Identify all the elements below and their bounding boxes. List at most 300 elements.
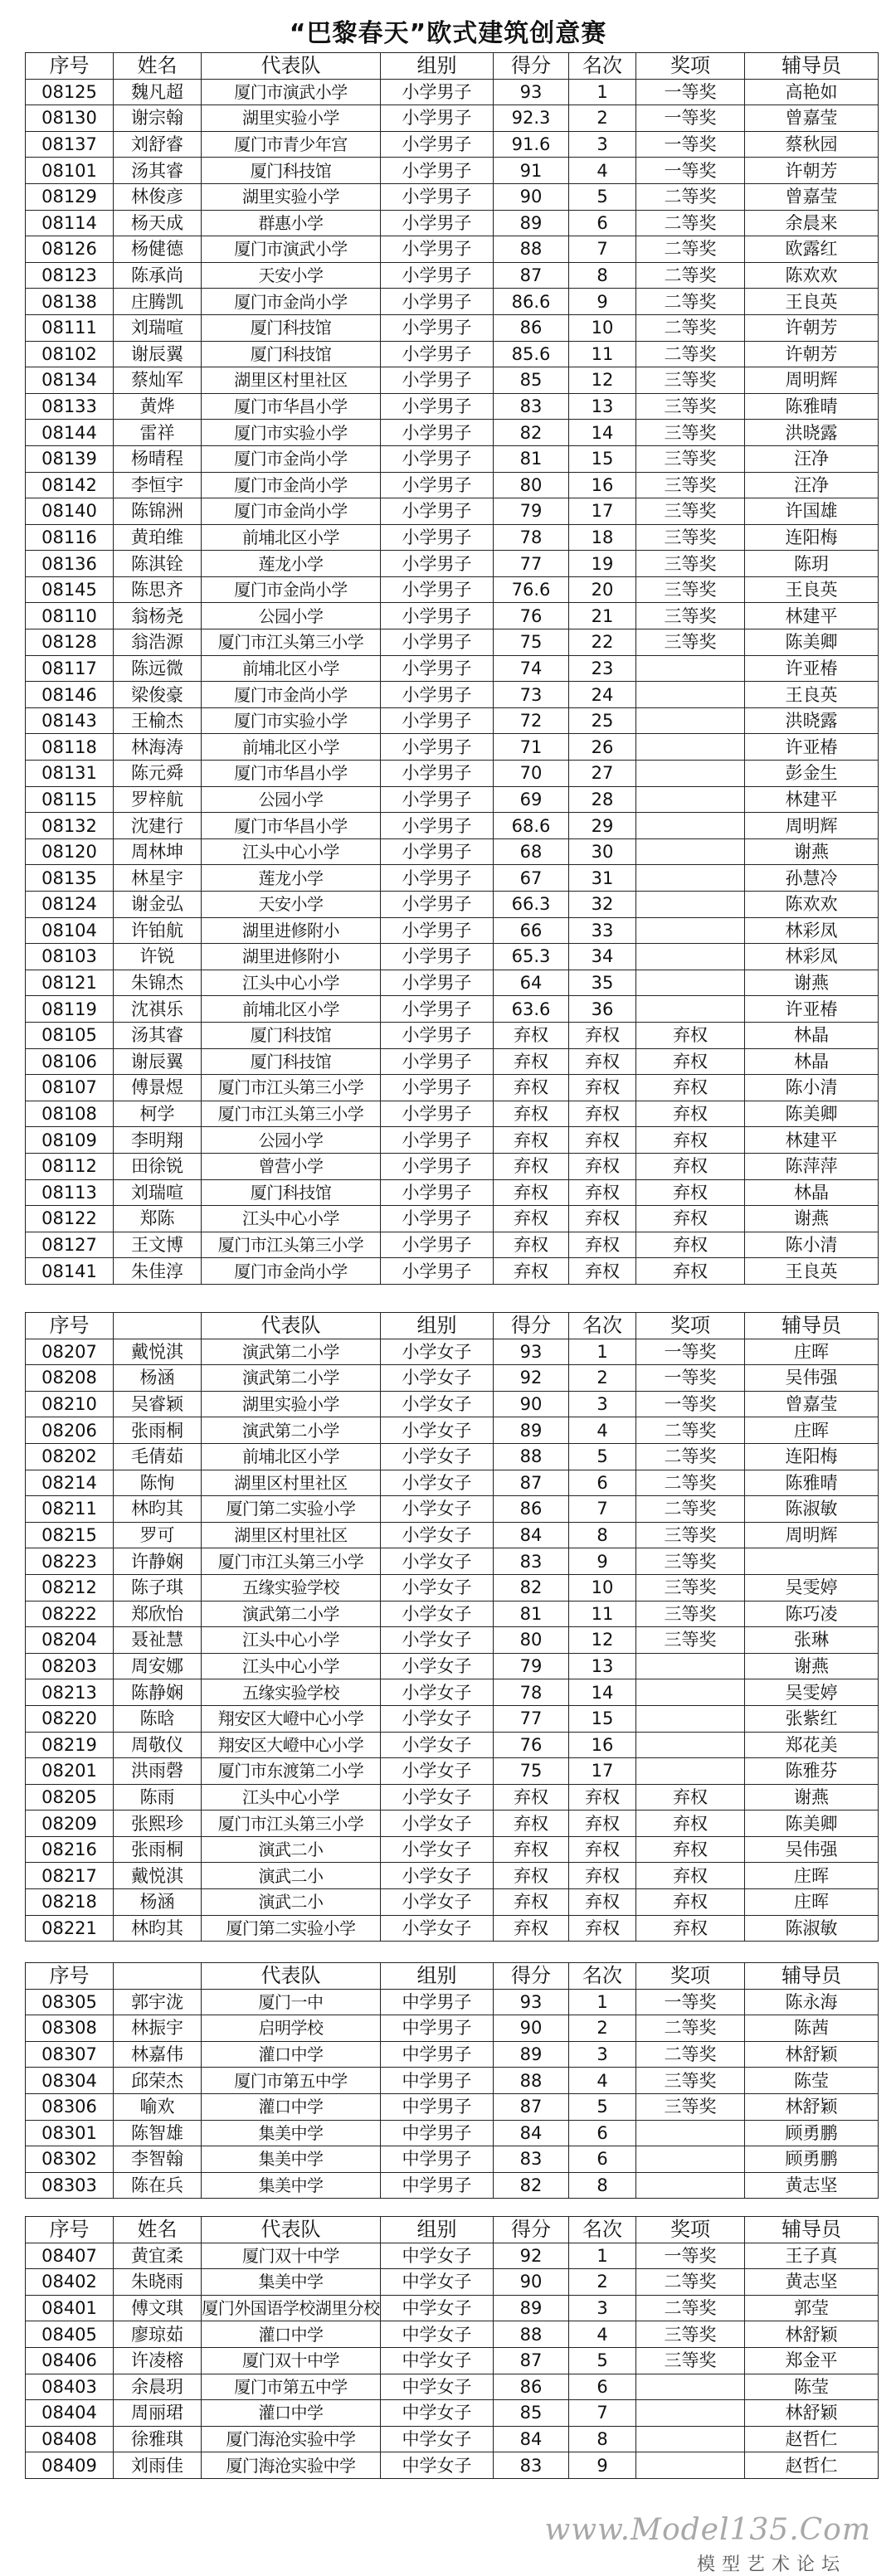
table-cell: 弃权 <box>569 1206 636 1232</box>
table-cell: 3 <box>569 2041 636 2068</box>
table-cell: 小学男子 <box>381 813 494 839</box>
table-row <box>26 838 879 865</box>
table-cell: 三等奖 <box>636 445 745 472</box>
table-cell: 厦门市华昌小学 <box>202 393 381 420</box>
table-cell: 弃权 <box>494 1075 569 1101</box>
table-cell <box>636 655 745 682</box>
table-row <box>26 2426 879 2452</box>
table-cell: 五缘实验学校 <box>202 1679 381 1706</box>
table-cell: 76 <box>494 1732 569 1758</box>
table-cell: 90 <box>494 1391 569 1417</box>
table-cell: 13 <box>569 393 636 420</box>
table-cell: 小学女子 <box>381 1391 494 1417</box>
column-header: 辅导员 <box>745 1963 879 1990</box>
table-cell: 三等奖 <box>636 2321 745 2348</box>
column-header: 代表队 <box>202 2217 381 2243</box>
table-cell: 演武第二小学 <box>202 1365 381 1392</box>
table-cell: 灌口中学 <box>202 2400 381 2427</box>
table-cell: 4 <box>569 1417 636 1444</box>
table-cell: 08116 <box>26 524 114 551</box>
table-cell: 1 <box>569 2243 636 2269</box>
table-cell <box>636 2426 745 2452</box>
table-cell: 中学女子 <box>381 2243 494 2269</box>
table-cell: 王文博 <box>114 1232 202 1258</box>
table-cell: 许亚椿 <box>745 734 879 761</box>
table-row <box>26 1574 879 1601</box>
table-cell: 08136 <box>26 551 114 577</box>
table-row <box>26 1863 879 1889</box>
table-row <box>26 262 879 289</box>
table-cell: 小学男子 <box>381 105 494 132</box>
table-row <box>26 1705 879 1732</box>
column-header: 组别 <box>381 1313 494 1339</box>
table-header-row <box>26 1313 879 1339</box>
table-cell: 2 <box>569 2269 636 2296</box>
table-cell: 小学男子 <box>381 892 494 918</box>
table-cell: 33 <box>569 917 636 944</box>
table-cell: 三等奖 <box>636 1601 745 1627</box>
table-row <box>26 734 879 761</box>
table-cell: 二等奖 <box>636 1417 745 1444</box>
table-cell: 08128 <box>26 629 114 656</box>
table-row <box>26 2172 879 2199</box>
table-cell: 傅文琪 <box>114 2295 202 2321</box>
table-cell: 二等奖 <box>636 2269 745 2296</box>
table-cell: 91.6 <box>494 131 569 158</box>
table-cell: 弃权 <box>494 1022 569 1048</box>
table-cell: 08111 <box>26 314 114 341</box>
table-cell: 陈锦洲 <box>114 498 202 525</box>
table-cell: 10 <box>569 1574 636 1601</box>
table-cell: 林建平 <box>745 1127 879 1154</box>
table-cell: 许国雄 <box>745 498 879 525</box>
table-cell: 弃权 <box>636 1810 745 1837</box>
table-cell: 汤其睿 <box>114 1022 202 1048</box>
table-cell: 小学男子 <box>381 420 494 446</box>
table-cell: 5 <box>569 2093 636 2120</box>
table-cell: 顾勇鹏 <box>745 2120 879 2146</box>
table-cell <box>636 682 745 708</box>
table-cell: 弃权 <box>636 1915 745 1942</box>
table-cell: 76.6 <box>494 576 569 603</box>
table-cell: 厦门外国语学校湖里分校 <box>202 2295 381 2321</box>
table-cell: 朱锦杰 <box>114 970 202 996</box>
table-cell: 顾勇鹏 <box>745 2146 879 2173</box>
table-cell: 08211 <box>26 1496 114 1523</box>
table-row <box>26 1258 879 1285</box>
table-cell: 6 <box>569 2146 636 2173</box>
table-cell: 28 <box>569 786 636 813</box>
table-cell: 08102 <box>26 341 114 367</box>
table-cell: 小学男子 <box>381 707 494 734</box>
table-row <box>26 524 879 551</box>
table-cell: 弃权 <box>569 1232 636 1258</box>
table-cell: 前埔北区小学 <box>202 734 381 761</box>
table-cell: 75 <box>494 1758 569 1785</box>
table-cell: 小学男子 <box>381 341 494 367</box>
table-cell: 周明辉 <box>745 813 879 839</box>
table-cell: 08139 <box>26 445 114 472</box>
table-cell <box>636 917 745 944</box>
table-cell <box>636 1653 745 1679</box>
table-cell: 86 <box>494 1496 569 1523</box>
table-cell: 6 <box>569 210 636 236</box>
table-cell: 五缘实验学校 <box>202 1574 381 1601</box>
table-cell: 陈美卿 <box>745 1101 879 1127</box>
table-cell: 08409 <box>26 2452 114 2479</box>
table-cell: 二等奖 <box>636 183 745 210</box>
table-cell: 小学男子 <box>381 158 494 184</box>
table-row <box>26 1417 879 1444</box>
table-cell: 吴睿颖 <box>114 1391 202 1417</box>
table-row <box>26 1915 879 1942</box>
table-cell: 周安娜 <box>114 1653 202 1679</box>
table-cell: 余晨来 <box>745 210 879 236</box>
table-cell: 小学男子 <box>381 393 494 420</box>
table-cell: 08118 <box>26 734 114 761</box>
table-cell: 小学男子 <box>381 1075 494 1101</box>
table-cell: 彭金生 <box>745 761 879 787</box>
table-cell: 弃权 <box>636 1863 745 1889</box>
table-cell: 小学女子 <box>381 1417 494 1444</box>
table-cell: 湖里实验小学 <box>202 183 381 210</box>
table-cell: 厦门科技馆 <box>202 1179 381 1206</box>
table-cell <box>636 865 745 892</box>
table-cell: 31 <box>569 865 636 892</box>
table-row <box>26 314 879 341</box>
table-cell: 厦门市金尚小学 <box>202 445 381 472</box>
table-cell: 弃权 <box>494 1889 569 1916</box>
table-cell: 小学女子 <box>381 1627 494 1654</box>
table-cell: 江头中心小学 <box>202 1627 381 1654</box>
table-cell: 许朝芳 <box>745 341 879 367</box>
table-cell: 5 <box>569 2347 636 2374</box>
column-header: 名次 <box>569 1963 636 1990</box>
table-cell: 林晶 <box>745 1048 879 1075</box>
table-cell: 厦门双十中学 <box>202 2347 381 2374</box>
table-cell: 郑金平 <box>745 2347 879 2374</box>
table-row <box>26 1810 879 1837</box>
table-cell: 陈雅晴 <box>745 393 879 420</box>
table-cell: 周丽珺 <box>114 2400 202 2427</box>
table-cell: 二等奖 <box>636 289 745 315</box>
table-cell: 85 <box>494 2400 569 2427</box>
table-cell: 08134 <box>26 367 114 394</box>
table-cell: 周敬仪 <box>114 1732 202 1758</box>
table-cell: 厦门市金尚小学 <box>202 576 381 603</box>
table-cell: 小学男子 <box>381 367 494 394</box>
table-cell: 08115 <box>26 786 114 813</box>
column-header: 得分 <box>494 1963 569 1990</box>
table-cell: 86 <box>494 314 569 341</box>
table-cell: 厦门科技馆 <box>202 1048 381 1075</box>
table-cell: 82 <box>494 1574 569 1601</box>
table-cell: 15 <box>569 1705 636 1732</box>
table-cell: 厦门市江头第三小学 <box>202 1810 381 1837</box>
table-row <box>26 1496 879 1523</box>
table-cell: 戴悦淇 <box>114 1863 202 1889</box>
table-cell: 08131 <box>26 761 114 787</box>
table-row <box>26 131 879 158</box>
table-cell: 小学男子 <box>381 1048 494 1075</box>
table-cell: 林俊彦 <box>114 183 202 210</box>
table-cell: 79 <box>494 1653 569 1679</box>
table-cell: 三等奖 <box>636 2068 745 2094</box>
table-cell: 08117 <box>26 655 114 682</box>
table-cell: 启明学校 <box>202 2015 381 2042</box>
table-cell: 湖里区村里社区 <box>202 367 381 394</box>
table-row <box>26 2120 879 2146</box>
table-cell: 林晶 <box>745 1179 879 1206</box>
table-cell: 陈思齐 <box>114 576 202 603</box>
table-row <box>26 892 879 918</box>
table-cell: 厦门市第五中学 <box>202 2068 381 2094</box>
table-cell: 75 <box>494 629 569 656</box>
table-cell: 小学女子 <box>381 1889 494 1916</box>
table-cell: 弃权 <box>636 1075 745 1101</box>
table-cell: 30 <box>569 838 636 865</box>
table-row <box>26 183 879 210</box>
table-cell: 08105 <box>26 1022 114 1048</box>
table-cell: 公园小学 <box>202 786 381 813</box>
table-cell: 08133 <box>26 393 114 420</box>
table-row <box>26 498 879 525</box>
table-row <box>26 1470 879 1496</box>
table-cell: 杨涵 <box>114 1889 202 1916</box>
table-cell <box>636 786 745 813</box>
table-cell: 谢辰翼 <box>114 1048 202 1075</box>
table-cell: 08112 <box>26 1153 114 1179</box>
table-cell <box>636 2400 745 2427</box>
table-cell: 湖里实验小学 <box>202 1391 381 1417</box>
table-cell: 林嘉伟 <box>114 2041 202 2068</box>
table-cell: 80 <box>494 1627 569 1654</box>
table-cell: 二等奖 <box>636 1470 745 1496</box>
table-cell: 徐雅琪 <box>114 2426 202 2452</box>
table-cell: 江头中心小学 <box>202 1784 381 1810</box>
table-cell: 集美中学 <box>202 2172 381 2199</box>
table-cell: 6 <box>569 1470 636 1496</box>
table-cell: 一等奖 <box>636 131 745 158</box>
table-cell: 三等奖 <box>636 603 745 629</box>
table-cell: 小学男子 <box>381 524 494 551</box>
table-cell: 08306 <box>26 2093 114 2120</box>
table-row <box>26 2452 879 2479</box>
table-header-row <box>26 2217 879 2243</box>
table-cell: 弃权 <box>569 1179 636 1206</box>
table-cell: 65.3 <box>494 944 569 970</box>
table-cell: 11 <box>569 341 636 367</box>
table-cell: 演武二小 <box>202 1836 381 1863</box>
table-cell: 84 <box>494 1522 569 1548</box>
table-cell: 小学男子 <box>381 1179 494 1206</box>
table-cell: 弃权 <box>636 1179 745 1206</box>
table-cell: 罗梓航 <box>114 786 202 813</box>
table-cell: 三等奖 <box>636 1522 745 1548</box>
table-cell: 陈远微 <box>114 655 202 682</box>
table-cell: 洪晓露 <box>745 707 879 734</box>
table-cell: 弃权 <box>636 1022 745 1048</box>
table-cell: 4 <box>569 2321 636 2348</box>
table-cell: 08215 <box>26 1522 114 1548</box>
table-cell: 林振宇 <box>114 2015 202 2042</box>
table-cell: 08101 <box>26 158 114 184</box>
table-cell: 小学男子 <box>381 1258 494 1285</box>
table-cell: 厦门科技馆 <box>202 158 381 184</box>
table-cell: 弃权 <box>636 1153 745 1179</box>
table-cell: 演武二小 <box>202 1889 381 1916</box>
table-cell: 厦门科技馆 <box>202 1022 381 1048</box>
table-row <box>26 1548 879 1575</box>
table-cell: 08113 <box>26 1179 114 1206</box>
table-cell: 三等奖 <box>636 472 745 498</box>
table-row <box>26 1391 879 1417</box>
table-cell: 弃权 <box>569 1784 636 1810</box>
column-header <box>114 1313 202 1339</box>
table-row <box>26 603 879 629</box>
table-cell: 08201 <box>26 1758 114 1785</box>
table-row <box>26 1836 879 1863</box>
table-cell: 梁俊豪 <box>114 682 202 708</box>
table-cell: 天安小学 <box>202 892 381 918</box>
table-cell: 小学男子 <box>381 970 494 996</box>
table-cell: 许亚椿 <box>745 996 879 1023</box>
table-cell: 魏凡超 <box>114 79 202 105</box>
table-cell: 87 <box>494 2093 569 2120</box>
table-row <box>26 2068 879 2094</box>
table-cell: 江头中心小学 <box>202 838 381 865</box>
table-cell: 2 <box>569 2015 636 2042</box>
table-cell: 77 <box>494 551 569 577</box>
table-cell: 公园小学 <box>202 1127 381 1154</box>
table-cell: 小学女子 <box>381 1365 494 1392</box>
table-cell: 08402 <box>26 2269 114 2296</box>
table-cell: 林建平 <box>745 786 879 813</box>
table-cell: 二等奖 <box>636 2015 745 2042</box>
table-cell: 戴悦淇 <box>114 1339 202 1365</box>
table-cell: 黄志坚 <box>745 2172 879 2199</box>
table-row <box>26 655 879 682</box>
table-cell: 弃权 <box>569 1836 636 1863</box>
table-cell: 08210 <box>26 1391 114 1417</box>
table-cell: 郭宇泷 <box>114 1989 202 2015</box>
table-cell: 张雨桐 <box>114 1836 202 1863</box>
table-cell: 三等奖 <box>636 1627 745 1654</box>
table-cell: 83 <box>494 393 569 420</box>
table-cell: 柯学 <box>114 1101 202 1127</box>
table-cell: 小学女子 <box>381 1574 494 1601</box>
table-cell: 86 <box>494 2374 569 2400</box>
table-cell: 二等奖 <box>636 314 745 341</box>
table-row <box>26 1179 879 1206</box>
table-cell: 演武第二小学 <box>202 1339 381 1365</box>
table-cell: 08305 <box>26 1989 114 2015</box>
table-cell: 小学男子 <box>381 1153 494 1179</box>
table-cell: 16 <box>569 1732 636 1758</box>
table-cell: 许亚椿 <box>745 655 879 682</box>
table-cell: 2 <box>569 105 636 132</box>
column-header: 奖项 <box>636 1313 745 1339</box>
table-cell: 林舒颖 <box>745 2093 879 2120</box>
table-cell: 谢燕 <box>745 1206 879 1232</box>
table-cell: 赵哲仁 <box>745 2452 879 2479</box>
table-cell <box>636 761 745 787</box>
table-cell: 翔安区大嶝中心小学 <box>202 1732 381 1758</box>
table-cell: 08145 <box>26 576 114 603</box>
table-row <box>26 79 879 105</box>
table-cell: 厦门市江头第三小学 <box>202 1232 381 1258</box>
table-row <box>26 970 879 996</box>
table-cell: 集美中学 <box>202 2146 381 2173</box>
table-cell: 许锐 <box>114 944 202 970</box>
table-row <box>26 996 879 1023</box>
table-cell: 陈小清 <box>745 1075 879 1101</box>
table-cell: 08146 <box>26 682 114 708</box>
table-cell: 许朝芳 <box>745 158 879 184</box>
table-cell: 小学女子 <box>381 1548 494 1575</box>
table-cell: 陈晗 <box>114 1705 202 1732</box>
table-cell: 中学女子 <box>381 2347 494 2374</box>
table-cell: 弃权 <box>494 1153 569 1179</box>
table-cell: 小学男子 <box>381 917 494 944</box>
table-cell: 08103 <box>26 944 114 970</box>
table-cell: 小学女子 <box>381 1915 494 1942</box>
table-cell: 小学男子 <box>381 944 494 970</box>
table-cell: 08303 <box>26 2172 114 2199</box>
table-cell: 灌口中学 <box>202 2321 381 2348</box>
table-cell: 中学女子 <box>381 2374 494 2400</box>
column-header: 名次 <box>569 53 636 80</box>
table-cell: 85 <box>494 367 569 394</box>
table-cell <box>636 2146 745 2173</box>
table-row <box>26 236 879 263</box>
table-cell: 68.6 <box>494 813 569 839</box>
table-cell: 孙慧冷 <box>745 865 879 892</box>
table-cell: 80 <box>494 472 569 498</box>
table-cell: 厦门市华昌小学 <box>202 761 381 787</box>
table-cell: 90 <box>494 2015 569 2042</box>
table-cell: 吴雯婷 <box>745 1574 879 1601</box>
table-cell: 64 <box>494 970 569 996</box>
table-cell: 小学男子 <box>381 131 494 158</box>
table-cell <box>636 970 745 996</box>
table-cell: 08129 <box>26 183 114 210</box>
table-cell: 小学女子 <box>381 1339 494 1365</box>
table-cell: 陈莹 <box>745 2374 879 2400</box>
table-cell: 14 <box>569 1679 636 1706</box>
table-cell: 08205 <box>26 1784 114 1810</box>
table-cell: 08119 <box>26 996 114 1023</box>
table-cell: 08408 <box>26 2426 114 2452</box>
column-header: 组别 <box>381 1963 494 1990</box>
table-cell: 陈欢欢 <box>745 262 879 289</box>
table-cell: 70 <box>494 761 569 787</box>
table-cell <box>636 1758 745 1785</box>
table-cell: 小学男子 <box>381 551 494 577</box>
table-cell: 08121 <box>26 970 114 996</box>
table-cell: 前埔北区小学 <box>202 655 381 682</box>
table-cell: 弃权 <box>494 1127 569 1154</box>
table-cell: 93 <box>494 1989 569 2015</box>
table-cell: 二等奖 <box>636 210 745 236</box>
table-cell: 郑陈 <box>114 1206 202 1232</box>
table-cell: 弃权 <box>569 1810 636 1837</box>
table-row <box>26 2146 879 2173</box>
table-cell: 厦门海沧实验中学 <box>202 2426 381 2452</box>
table-cell: 中学女子 <box>381 2426 494 2452</box>
table-cell: 弃权 <box>569 1048 636 1075</box>
table-cell: 弃权 <box>569 1153 636 1179</box>
